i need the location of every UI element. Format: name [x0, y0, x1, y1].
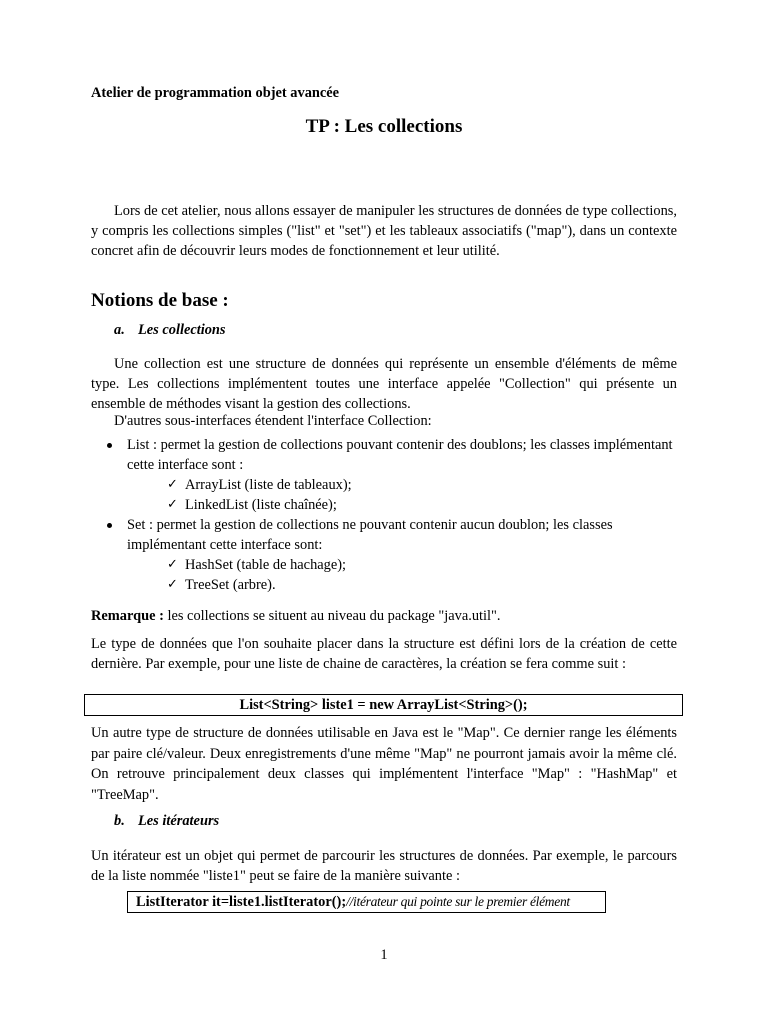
section-a-number: a. [114, 322, 125, 338]
bullet-text: Set : permet la gestion de collections ne pouvant contenir aucun doublon; les classes implémentant cette interface sont: [127, 517, 613, 553]
iterator-comment: //itérateur qui pointe sur le premier élément [346, 894, 570, 909]
check-list [127, 475, 677, 515]
bullet-dot-icon [107, 443, 112, 448]
check-text: HashSet (table de hachage); [185, 557, 347, 573]
iterator-code: ListIterator it=liste1.listIterator(); [136, 894, 347, 910]
bullet-dot-icon [107, 523, 112, 528]
section-b-title: Les itérateurs [138, 813, 220, 829]
check-mark-icon: ✓ [167, 477, 178, 492]
list-item [91, 435, 677, 515]
notions-heading: Notions de base : [91, 290, 229, 311]
page-number: 1 [380, 947, 388, 963]
code-box-list-declaration: List<String> liste1 = new ArrayList<String>(); [84, 694, 683, 716]
course-title: Atelier de programmation objet avancée [91, 85, 340, 101]
remarque-label: Remarque : [91, 608, 164, 624]
remarque-text: les collections se situent au niveau du package "java.util". [163, 608, 501, 624]
section-a-title: Les collections [138, 322, 226, 338]
type-paragraph: Le type de données que l'on souhaite placer dans la structure est défini lors de la création de cette dernière. Par exemple, pour une liste de chaine de caractères, la création se fera comme suit : [91, 636, 677, 672]
collection-paragraph: Une collection est une structure de données qui représente un ensemble d'éléments de même type. Les collections implémentent toutes une interface appelée "Collection" qui présente un ensemble de méthodes visant la gestion des collections. [91, 356, 677, 412]
bullet-list [91, 435, 677, 595]
check-text: LinkedList (liste chaînée); [185, 497, 337, 513]
list-item [167, 575, 677, 595]
bullet-text: List : permet la gestion de collections pouvant contenir des doublons; les classes implémentant cette interface sont : [127, 437, 673, 473]
check-mark-icon: ✓ [167, 557, 178, 572]
list-item [91, 515, 677, 595]
check-mark-icon: ✓ [167, 577, 178, 592]
page-title: TP : Les collections [305, 116, 463, 137]
list-item [167, 495, 677, 515]
list-item [167, 475, 677, 495]
section-b-heading [114, 813, 219, 830]
subinterfaces-line: D'autres sous-interfaces étendent l'interface Collection: [114, 413, 432, 429]
section-a-heading [114, 322, 226, 339]
intro-paragraph: Lors de cet atelier, nous allons essayer de manipuler les structures de données de type collections, y compris les collections simples ("list" et "set") et les tableaux associatifs ("map"), dans un contexte concret afin de découvrir leurs modes de fonctionnement et leur utilité. [91, 203, 677, 259]
check-text: ArrayList (liste de tableaux); [185, 477, 352, 493]
check-list [127, 555, 677, 595]
map-paragraph: Un autre type de structure de données utilisable en Java est le "Map". Ce dernier range les éléments par paire clé/valeur. Deux enregistrements d'une même "Map" ne pourront jamais avoir la même clé. On retrouve principalement deux classes qui implémentent l'interface "Map" : "HashMap" et "TreeMap". [91, 725, 677, 803]
iterator-paragraph: Un itérateur est un objet qui permet de parcourir les structures de données. Par exemple, le parcours de la liste nommée "liste1" peut se faire de la manière suivante : [91, 848, 677, 884]
section-b-number: b. [114, 813, 125, 829]
check-mark-icon: ✓ [167, 497, 178, 512]
list-item [167, 555, 677, 575]
check-text: TreeSet (arbre). [185, 577, 276, 593]
remarque-line [91, 606, 677, 626]
code-box-iterator [127, 891, 606, 913]
